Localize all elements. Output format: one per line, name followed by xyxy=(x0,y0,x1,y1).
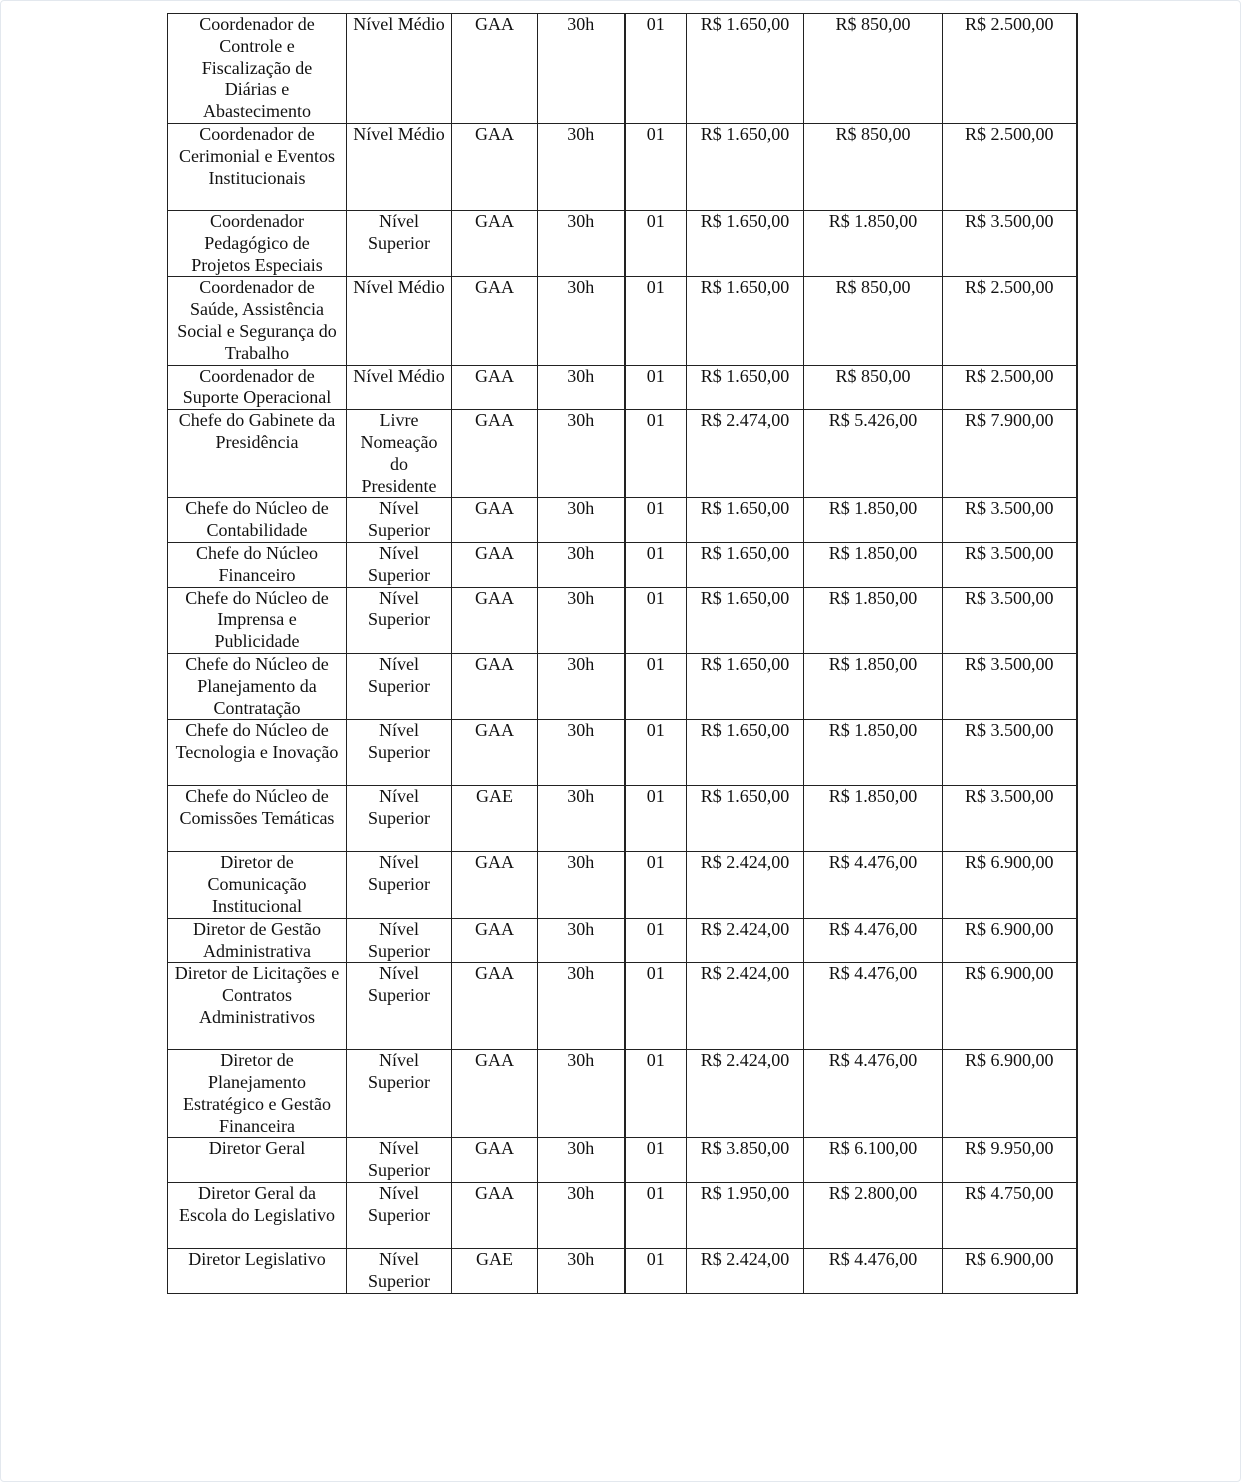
cell-bonus: R$ 1.850,00 xyxy=(804,720,943,786)
cell-total: R$ 2.500,00 xyxy=(943,14,1077,124)
cell-group: GAA xyxy=(452,542,538,587)
cell-total: R$ 4.750,00 xyxy=(943,1183,1077,1249)
cell-workload: 30h xyxy=(538,365,625,410)
cell-bonus: R$ 4.476,00 xyxy=(804,1249,943,1294)
cell-requirement: Nível Superior xyxy=(347,1249,452,1294)
cell-group: GAA xyxy=(452,277,538,365)
cell-base-salary: R$ 1.650,00 xyxy=(687,277,804,365)
cell-base-salary: R$ 1.650,00 xyxy=(687,365,804,410)
cell-vacancies: 01 xyxy=(625,498,687,543)
cell-workload: 30h xyxy=(538,542,625,587)
cell-total: R$ 3.500,00 xyxy=(943,542,1077,587)
table-row xyxy=(168,1050,1077,1138)
cell-group: GAA xyxy=(452,1138,538,1183)
cell-vacancies: 01 xyxy=(625,365,687,410)
cell-vacancies: 01 xyxy=(625,277,687,365)
cell-group: GAA xyxy=(452,210,538,276)
cell-bonus: R$ 1.850,00 xyxy=(804,653,943,719)
cell-total: R$ 2.500,00 xyxy=(943,365,1077,410)
cell-workload: 30h xyxy=(538,1050,625,1138)
cell-bonus: R$ 1.850,00 xyxy=(804,786,943,852)
table-row xyxy=(168,277,1077,365)
cell-bonus: R$ 850,00 xyxy=(804,123,943,210)
cell-workload: 30h xyxy=(538,653,625,719)
cell-requirement: Nível Médio xyxy=(347,14,452,124)
cell-vacancies: 01 xyxy=(625,410,687,498)
cell-group: GAA xyxy=(452,123,538,210)
table-row xyxy=(168,963,1077,1050)
table-row xyxy=(168,498,1077,543)
cell-vacancies: 01 xyxy=(625,542,687,587)
cell-vacancies: 01 xyxy=(625,720,687,786)
cell-base-salary: R$ 2.424,00 xyxy=(687,1249,804,1294)
cell-group: GAA xyxy=(452,1183,538,1249)
cell-base-salary: R$ 2.474,00 xyxy=(687,410,804,498)
cell-workload: 30h xyxy=(538,1138,625,1183)
cell-position-title: Chefe do Núcleo Financeiro xyxy=(168,542,347,587)
cell-bonus: R$ 850,00 xyxy=(804,14,943,124)
cell-workload: 30h xyxy=(538,786,625,852)
cell-bonus: R$ 1.850,00 xyxy=(804,542,943,587)
table-row xyxy=(168,852,1077,918)
cell-position-title: Diretor de Gestão Administrativa xyxy=(168,918,347,963)
cell-requirement: Nível Superior xyxy=(347,1183,452,1249)
table-row xyxy=(168,123,1077,210)
cell-position-title: Chefe do Núcleo de Tecnologia e Inovação xyxy=(168,720,347,786)
cell-position-title: Chefe do Gabinete da Presidência xyxy=(168,410,347,498)
cell-requirement: Nível Superior xyxy=(347,720,452,786)
cell-workload: 30h xyxy=(538,277,625,365)
cell-requirement: Nível Superior xyxy=(347,587,452,653)
cell-total: R$ 3.500,00 xyxy=(943,720,1077,786)
cell-vacancies: 01 xyxy=(625,123,687,210)
cell-base-salary: R$ 1.650,00 xyxy=(687,498,804,543)
cell-workload: 30h xyxy=(538,1249,625,1294)
cell-position-title: Coordenador Pedagógico de Projetos Especiais xyxy=(168,210,347,276)
cell-bonus: R$ 1.850,00 xyxy=(804,210,943,276)
cell-bonus: R$ 850,00 xyxy=(804,365,943,410)
cell-base-salary: R$ 1.650,00 xyxy=(687,587,804,653)
table-row xyxy=(168,720,1077,786)
cell-group: GAA xyxy=(452,498,538,543)
cell-base-salary: R$ 1.650,00 xyxy=(687,542,804,587)
table-body xyxy=(168,14,1077,1294)
cell-bonus: R$ 4.476,00 xyxy=(804,963,943,1050)
cell-position-title: Coordenador de Suporte Operacional xyxy=(168,365,347,410)
cell-base-salary: R$ 1.650,00 xyxy=(687,210,804,276)
cell-total: R$ 6.900,00 xyxy=(943,1050,1077,1138)
cell-workload: 30h xyxy=(538,498,625,543)
cell-vacancies: 01 xyxy=(625,852,687,918)
cell-workload: 30h xyxy=(538,410,625,498)
cell-requirement: Nível Superior xyxy=(347,498,452,543)
table-row xyxy=(168,786,1077,852)
cell-position-title: Chefe do Núcleo de Imprensa e Publicidade xyxy=(168,587,347,653)
cell-vacancies: 01 xyxy=(625,587,687,653)
cell-requirement: Nível Médio xyxy=(347,123,452,210)
cell-workload: 30h xyxy=(538,918,625,963)
cell-position-title: Diretor de Licitações e Contratos Administrativos xyxy=(168,963,347,1050)
positions-salary-table xyxy=(167,13,1078,1294)
cell-group: GAE xyxy=(452,786,538,852)
cell-group: GAA xyxy=(452,918,538,963)
cell-group: GAA xyxy=(452,587,538,653)
cell-total: R$ 2.500,00 xyxy=(943,123,1077,210)
cell-bonus: R$ 6.100,00 xyxy=(804,1138,943,1183)
cell-total: R$ 6.900,00 xyxy=(943,852,1077,918)
cell-bonus: R$ 1.850,00 xyxy=(804,498,943,543)
cell-vacancies: 01 xyxy=(625,1050,687,1138)
table-row xyxy=(168,542,1077,587)
table-row xyxy=(168,1249,1077,1294)
cell-bonus: R$ 850,00 xyxy=(804,277,943,365)
cell-base-salary: R$ 1.650,00 xyxy=(687,123,804,210)
cell-position-title: Coordenador de Cerimonial e Eventos Institucionais xyxy=(168,123,347,210)
cell-position-title: Chefe do Núcleo de Comissões Temáticas xyxy=(168,786,347,852)
cell-total: R$ 9.950,00 xyxy=(943,1138,1077,1183)
table-row xyxy=(168,1138,1077,1183)
table-row xyxy=(168,365,1077,410)
cell-base-salary: R$ 1.950,00 xyxy=(687,1183,804,1249)
cell-vacancies: 01 xyxy=(625,918,687,963)
cell-workload: 30h xyxy=(538,210,625,276)
cell-base-salary: R$ 2.424,00 xyxy=(687,963,804,1050)
cell-workload: 30h xyxy=(538,587,625,653)
table-row xyxy=(168,14,1077,124)
cell-total: R$ 3.500,00 xyxy=(943,587,1077,653)
cell-group: GAA xyxy=(452,14,538,124)
cell-total: R$ 2.500,00 xyxy=(943,277,1077,365)
cell-workload: 30h xyxy=(538,963,625,1050)
cell-bonus: R$ 4.476,00 xyxy=(804,852,943,918)
cell-group: GAA xyxy=(452,720,538,786)
cell-workload: 30h xyxy=(538,123,625,210)
cell-base-salary: R$ 2.424,00 xyxy=(687,852,804,918)
cell-base-salary: R$ 2.424,00 xyxy=(687,918,804,963)
cell-requirement: Nível Superior xyxy=(347,1138,452,1183)
cell-group: GAA xyxy=(452,963,538,1050)
cell-workload: 30h xyxy=(538,14,625,124)
table-row xyxy=(168,918,1077,963)
cell-bonus: R$ 2.800,00 xyxy=(804,1183,943,1249)
cell-vacancies: 01 xyxy=(625,1138,687,1183)
cell-requirement: Nível Superior xyxy=(347,1050,452,1138)
cell-bonus: R$ 4.476,00 xyxy=(804,1050,943,1138)
cell-group: GAA xyxy=(452,365,538,410)
cell-total: R$ 3.500,00 xyxy=(943,210,1077,276)
cell-position-title: Coordenador de Saúde, Assistência Social e Segurança do Trabalho xyxy=(168,277,347,365)
cell-vacancies: 01 xyxy=(625,963,687,1050)
cell-bonus: R$ 1.850,00 xyxy=(804,587,943,653)
cell-total: R$ 6.900,00 xyxy=(943,1249,1077,1294)
cell-total: R$ 3.500,00 xyxy=(943,498,1077,543)
cell-requirement: Nível Superior xyxy=(347,653,452,719)
cell-base-salary: R$ 1.650,00 xyxy=(687,653,804,719)
table-row xyxy=(168,210,1077,276)
cell-position-title: Chefe do Núcleo de Contabilidade xyxy=(168,498,347,543)
cell-vacancies: 01 xyxy=(625,1183,687,1249)
cell-bonus: R$ 5.426,00 xyxy=(804,410,943,498)
cell-vacancies: 01 xyxy=(625,14,687,124)
cell-base-salary: R$ 3.850,00 xyxy=(687,1138,804,1183)
cell-vacancies: 01 xyxy=(625,1249,687,1294)
cell-group: GAA xyxy=(452,653,538,719)
cell-position-title: Coordenador de Controle e Fiscalização de Diárias e Abastecimento xyxy=(168,14,347,124)
cell-workload: 30h xyxy=(538,1183,625,1249)
cell-total: R$ 6.900,00 xyxy=(943,963,1077,1050)
cell-position-title: Chefe do Núcleo de Planejamento da Contratação xyxy=(168,653,347,719)
cell-requirement: Livre Nomeação do Presidente xyxy=(347,410,452,498)
cell-requirement: Nível Médio xyxy=(347,277,452,365)
cell-position-title: Diretor de Planejamento Estratégico e Gestão Financeira xyxy=(168,1050,347,1138)
cell-position-title: Diretor Legislativo xyxy=(168,1249,347,1294)
cell-base-salary: R$ 1.650,00 xyxy=(687,786,804,852)
cell-group: GAE xyxy=(452,1249,538,1294)
cell-total: R$ 3.500,00 xyxy=(943,653,1077,719)
cell-position-title: Diretor Geral xyxy=(168,1138,347,1183)
cell-group: GAA xyxy=(452,852,538,918)
table-row xyxy=(168,1183,1077,1249)
cell-base-salary: R$ 1.650,00 xyxy=(687,14,804,124)
cell-requirement: Nível Superior xyxy=(347,852,452,918)
cell-total: R$ 6.900,00 xyxy=(943,918,1077,963)
cell-group: GAA xyxy=(452,1050,538,1138)
cell-requirement: Nível Superior xyxy=(347,542,452,587)
cell-vacancies: 01 xyxy=(625,210,687,276)
cell-workload: 30h xyxy=(538,852,625,918)
cell-total: R$ 3.500,00 xyxy=(943,786,1077,852)
cell-base-salary: R$ 1.650,00 xyxy=(687,720,804,786)
cell-base-salary: R$ 2.424,00 xyxy=(687,1050,804,1138)
cell-requirement: Nível Médio xyxy=(347,365,452,410)
cell-vacancies: 01 xyxy=(625,786,687,852)
cell-group: GAA xyxy=(452,410,538,498)
cell-workload: 30h xyxy=(538,720,625,786)
cell-requirement: Nível Superior xyxy=(347,963,452,1050)
cell-requirement: Nível Superior xyxy=(347,918,452,963)
cell-vacancies: 01 xyxy=(625,653,687,719)
cell-requirement: Nível Superior xyxy=(347,210,452,276)
table-row xyxy=(168,587,1077,653)
table-row xyxy=(168,653,1077,719)
cell-bonus: R$ 4.476,00 xyxy=(804,918,943,963)
cell-total: R$ 7.900,00 xyxy=(943,410,1077,498)
cell-requirement: Nível Superior xyxy=(347,786,452,852)
table-row xyxy=(168,410,1077,498)
cell-position-title: Diretor de Comunicação Institucional xyxy=(168,852,347,918)
cell-position-title: Diretor Geral da Escola do Legislativo xyxy=(168,1183,347,1249)
